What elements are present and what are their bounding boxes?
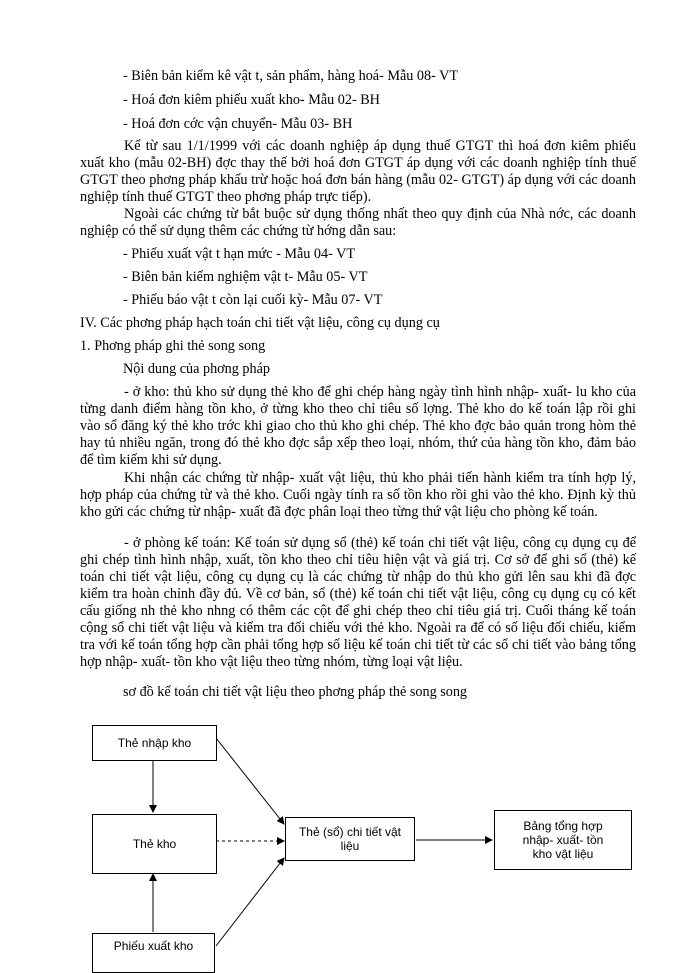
box-phieu-xuat-kho: Phiếu xuất kho (92, 933, 215, 973)
list-item-bien-ban-kiem-ke: - Biên bản kiểm kê vật t, sản phẩm, hàng hoá- Mẫu 08- VT (123, 68, 459, 84)
list-item-phieu-xuat-han-muc: - Phiếu xuất vật t hạn mức - Mẫu 04- VT (123, 246, 356, 262)
paragraph-phong-ke-toan-text: - ở phòng kế toán: Kế toán sử dụng sổ (thẻ) kế toán chi tiết vật liệu, công cụ dụng cụ để ghi chép tình hình nhập, xuất, tồn kho theo chỉ tiêu hiện vật và giá trị. Cơ sở để ghi sổ (thẻ) kế toán chi tiết vật liệu, công cụ dụng cụ là các chứng từ nhập do thủ kho gửi lên sau khi đã đợc kiểm tra hoàn chỉnh đầy đủ. Về cơ bản, sổ (thẻ) kế toán chi tiết vật liệu, công cụ dụng cụ có kết cấu giống nh thẻ kho nhng có thêm các cột để ghi chép theo chỉ tiêu giá trị. Cuối tháng kế toán cộng sổ chi tiết vật liệu và kiểm tra đối chiếu với thẻ kho. Ngoài ra để có số liệu đối chiếu, kiểm tra với kế toán tổng hợp cần phải tổng hợp số liệu kế toán chi tiết từ các sổ chi tiết vào bảng tổng hợp nhập- xuất- tồn kho vật liệu theo từng nhóm, từng loại vật liệu. (80, 535, 636, 670)
diagram-caption: sơ đồ kế toán chi tiết vật liệu theo phơng pháp thẻ song song (123, 684, 468, 700)
paragraph-gtgt-text: Kể từ sau 1/1/1999 với các doanh nghiệp áp dụng thuế GTGT thì hoá đơn kiêm phiếu xuất kho (mẫu 02-BH) đợc thay thế bởi hoá đơn GTGT áp dụng với các doanh nghiệp tính thuế GTGT theo phơng pháp khấu trừ hoặc hoá đơn bán hàng (mẫu 02- GTGT) áp dụng với các doanh nghiệp tính thuế GTGT theo phơng pháp trực tiếp). (80, 138, 636, 205)
section-heading-iv: IV. Các phơng pháp hạch toán chi tiết vật liệu, công cụ dụng cụ (80, 315, 440, 331)
list-item-phieu-bao-vat-tu: - Phiếu báo vật t còn lại cuối kỳ- Mẫu 07- VT (123, 292, 383, 308)
list-item-hoa-don-kiem-phieu: - Hoá đơn kiêm phiếu xuất kho- Mẫu 02- BH (123, 92, 380, 108)
box-so-chi-tiet-vat-lieu: Thẻ (sổ) chi tiết vật liệu (285, 817, 415, 861)
arrow-nhap-to-so-chi-tiet (216, 738, 284, 824)
subsection-heading-1: 1. Phơng pháp ghi thẻ song song (80, 338, 266, 354)
paragraph-nhan-chung-tu-text: Khi nhận các chứng từ nhập- xuất vật liệu, thủ kho phải tiến hành kiểm tra tính hợp lý, hợp pháp của chứng từ và thẻ kho. Cuối ngày tính ra số tồn kho rồi ghi vào thẻ kho. Định kỳ thủ kho gửi các chứng từ nhập- xuất đã đợc phân loại theo từng thứ vật liệu cho phòng kế toán. (80, 470, 636, 520)
paragraph-o-kho-text: - ở kho: thủ kho sử dụng thẻ kho để ghi chép hàng ngày tình hình nhập- xuất- lu kho của từng danh điểm hàng tồn kho, ở từng kho theo chỉ tiêu số lợng. Thẻ kho do kế toán lập rồi ghi vào sổ đăng ký thẻ kho trớc khi giao cho thủ kho ghi chép. Thẻ kho đợc bảo quản trong hòm thẻ hay tủ nhiều ngăn, trong đó thẻ kho đợc sắp xếp theo loại, nhóm, thứ của hàng tồn kho, đảm bảo để tìm kiếm khi sử dụng. (80, 384, 636, 468)
paragraph-chung-tu-text: Ngoài các chứng từ bắt buộc sử dụng thống nhất theo quy định của Nhà nớc, các doanh nghiệp có thể sử dụng thêm các chứng từ hớng dẫn sau: (80, 206, 636, 239)
box-bang-tong-hop: Bảng tổng hợp nhập- xuất- tồn kho vật liệu (494, 810, 632, 870)
list-item-bien-ban-kiem-nghiem: - Biên bản kiểm nghiệm vật t- Mẫu 05- VT (123, 269, 368, 285)
content-heading: Nội dung của phơng pháp (123, 361, 270, 377)
box-the-kho: Thẻ kho (92, 814, 217, 874)
arrow-xuat-to-so-chi-tiet (216, 858, 284, 946)
box-the-nhap-kho: Thẻ nhập kho (92, 725, 217, 761)
list-item-hoa-don-cuoc: - Hoá đơn cớc vận chuyển- Mẫu 03- BH (123, 116, 353, 132)
